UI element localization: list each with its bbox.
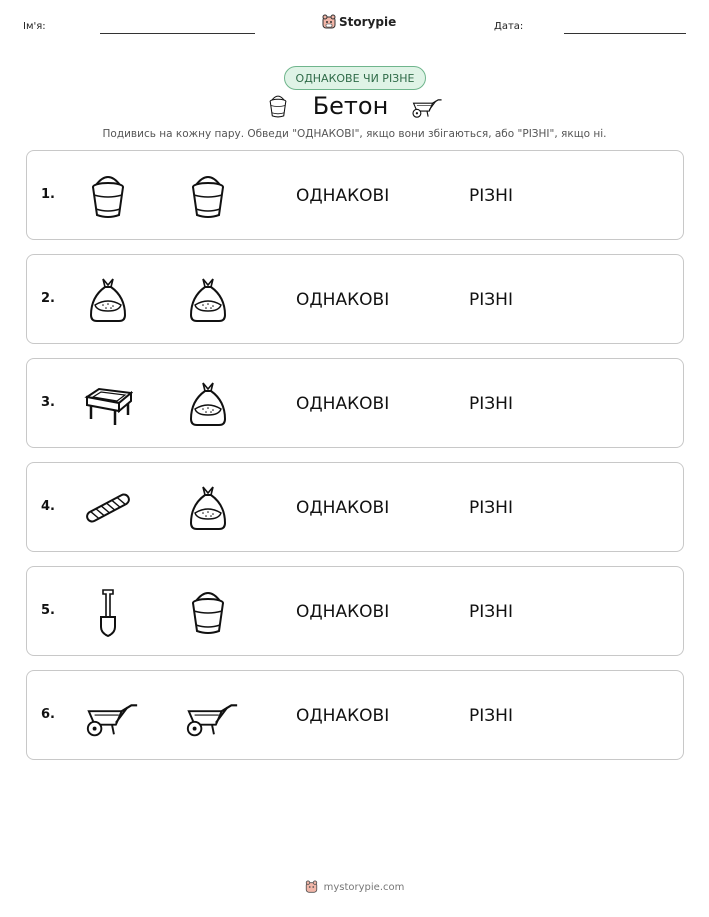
footer	[0, 880, 709, 894]
option-same[interactable]: ОДНАКОВІ	[296, 186, 390, 206]
wheelbarrow-icon	[410, 92, 444, 120]
footer-url[interactable]: mystorypie.com	[323, 881, 405, 893]
instructions: Подивись на кожну пару. Обведи "ОДНАКОВІ", якщо вони збігаються, або "РІЗНІ", якщо ні.	[102, 128, 607, 140]
option-different[interactable]: РІЗНІ	[469, 706, 513, 726]
date-label: Дата:	[494, 21, 524, 32]
cement-bag-icon	[183, 275, 233, 325]
name-label: Ім'я:	[23, 21, 46, 32]
cement-bag-icon	[183, 379, 233, 429]
option-same[interactable]: ОДНАКОВІ	[296, 498, 390, 518]
question-row-1	[26, 150, 684, 240]
question-row-5	[26, 566, 684, 656]
question-row-3	[26, 358, 684, 448]
bucket-icon	[83, 171, 133, 221]
date-write-line[interactable]	[564, 33, 686, 34]
bucket-icon	[183, 171, 233, 221]
question-number: 5.	[41, 603, 55, 618]
bucket-icon	[183, 587, 233, 637]
option-different[interactable]: РІЗНІ	[469, 602, 513, 622]
mixing-tray-icon	[83, 379, 133, 429]
option-different[interactable]: РІЗНІ	[469, 290, 513, 310]
question-number: 2.	[41, 291, 55, 306]
worksheet-type-badge: ОДНАКОВЕ ЧИ РІЗНЕ	[284, 66, 426, 90]
question-row-4	[26, 462, 684, 552]
storypie-mascot-icon	[305, 880, 318, 894]
brand-logo	[322, 14, 396, 30]
question-number: 4.	[41, 499, 55, 514]
bucket-icon	[265, 93, 291, 119]
question-number: 1.	[41, 187, 55, 202]
rebar-icon	[83, 483, 133, 533]
option-same[interactable]: ОДНАКОВІ	[296, 602, 390, 622]
brand-name: Storypie	[339, 15, 397, 29]
cement-bag-icon	[183, 483, 233, 533]
question-number: 3.	[41, 395, 55, 410]
title-row	[0, 92, 709, 120]
question-row-6	[26, 670, 684, 760]
question-row-2	[26, 254, 684, 344]
wheelbarrow-icon	[83, 691, 141, 741]
option-different[interactable]: РІЗНІ	[469, 186, 513, 206]
cement-bag-icon	[83, 275, 133, 325]
name-write-line[interactable]	[100, 33, 255, 34]
option-same[interactable]: ОДНАКОВІ	[296, 394, 390, 414]
option-different[interactable]: РІЗНІ	[469, 498, 513, 518]
wheelbarrow-icon	[183, 691, 241, 741]
shovel-icon	[83, 587, 133, 637]
option-different[interactable]: РІЗНІ	[469, 394, 513, 414]
option-same[interactable]: ОДНАКОВІ	[296, 706, 390, 726]
page-title: Бетон	[312, 92, 389, 120]
storypie-mascot-icon	[322, 14, 336, 30]
option-same[interactable]: ОДНАКОВІ	[296, 290, 390, 310]
question-number: 6.	[41, 707, 55, 722]
